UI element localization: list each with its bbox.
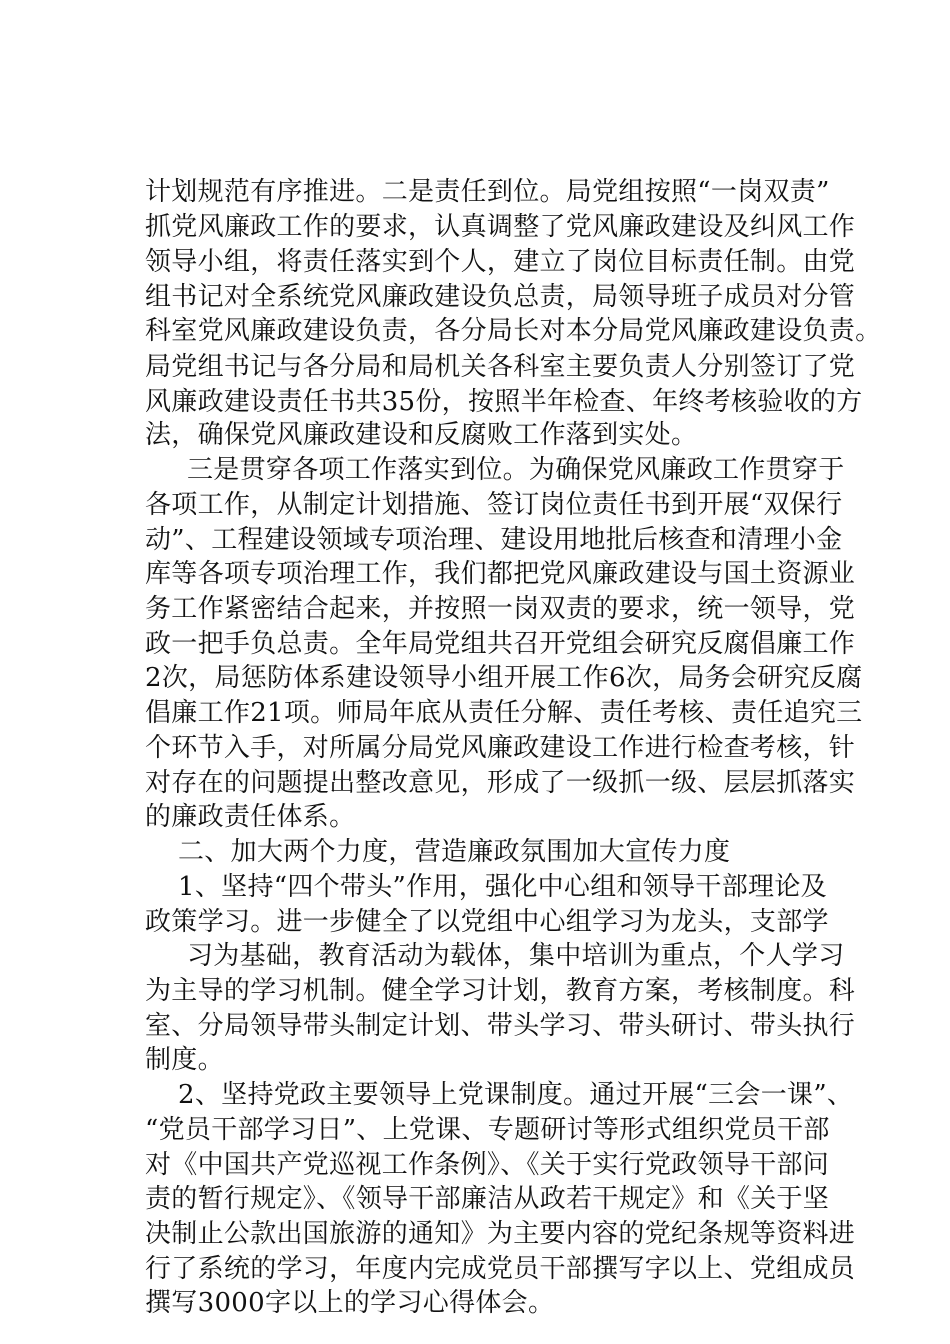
text-line-18: 对存在的问题提出整改意见，形成了一级抓一级、层层抓落实	[145, 768, 856, 798]
text-line-22: 政策学习。进一步健全了以党组中心组学习为龙头，支部学	[145, 907, 829, 937]
text-line-33: 撰写3000字以上的学习心得体会。	[145, 1288, 555, 1318]
text-line-30: 责的暂行规定》、《领导干部廉洁从政若干规定》和《关于坚	[145, 1184, 830, 1214]
text-line-19: 的廉政责任体系。	[145, 802, 356, 832]
text-line-32: 行了系统的学习，年度内完成党员干部撰写字以上、党组成员	[145, 1254, 856, 1284]
text-line-2: 抓党风廉政工作的要求，认真调整了党风廉政建设及纠风工作	[145, 212, 856, 242]
text-line-28: “党员干部学习日”、上党课、专题研讨等形式组织党员干部	[145, 1115, 830, 1145]
text-line-7: 风廉政建设责任书共35份，按照半年检查、年终考核验收的方	[145, 387, 863, 417]
text-line-27: 2、坚持党政主要领导上党课制度。通过开展“三会一课”、	[178, 1080, 854, 1110]
text-line-21: 1、坚持“四个带头”作用，强化中心组和领导干部理论及	[178, 872, 827, 902]
text-line-1: 计划规范有序推进。二是责任到位。局党组按照“一岗双责”	[145, 177, 830, 207]
text-line-17: 个环节入手，对所属分局党风廉政建设工作进行检查考核，针	[145, 733, 856, 763]
text-line-3: 领导小组，将责任落实到个人，建立了岗位目标责任制。由党	[145, 247, 856, 277]
text-line-29: 对《中国共产党巡视工作条例》、《关于实行党政领导干部问	[145, 1150, 830, 1180]
text-line-13: 务工作紧密结合起来，并按照一岗双责的要求，统一领导，党	[145, 594, 856, 624]
text-line-25: 室、分局领导带头制定计划、带头学习、带头研讨、带头执行	[145, 1011, 856, 1041]
text-line-15: 2次，局惩防体系建设领导小组开展工作6次，局务会研究反腐	[145, 663, 863, 693]
text-line-11: 动”、工程建设领域专项治理、建设用地批后核查和清理小金	[145, 525, 843, 555]
text-line-26: 制度。	[145, 1045, 224, 1075]
text-line-12: 库等各项专项治理工作，我们都把党风廉政建设与国土资源业	[145, 559, 856, 589]
text-line-6: 局党组书记与各分局和局机关各科室主要负责人分别签订了党	[145, 352, 856, 382]
text-line-16: 倡廉工作21项。师局年底从责任分解、责任考核、责任追究三	[145, 698, 863, 728]
text-line-24: 为主导的学习机制。健全学习计划，教育方案，考核制度。科	[145, 976, 856, 1006]
section-heading: 二、加大两个力度，营造廉政氛围加大宣传力度	[178, 837, 731, 867]
text-line-23: 习为基础，教育活动为载体，集中培训为重点，个人学习	[187, 941, 845, 971]
text-line-31: 决制止公款出国旅游的通知》为主要内容的党纪条规等资料进	[145, 1219, 856, 1249]
text-line-9: 三是贯穿各项工作落实到位。为确保党风廉政工作贯穿于	[187, 455, 845, 485]
text-line-10: 各项工作，从制定计划措施、签订岗位责任书到开展“双保行	[145, 490, 843, 520]
text-line-5: 科室党风廉政建设负责，各分局长对本分局党风廉政建设负责。	[145, 316, 882, 346]
text-line-8: 法，确保党风廉政建设和反腐败工作落到实处。	[145, 420, 698, 450]
text-line-14: 政一把手负总责。全年局党组共召开党组会研究反腐倡廉工作	[145, 629, 856, 659]
text-line-4: 组书记对全系统党风廉政建设负总责，局领导班子成员对分管	[145, 282, 856, 312]
